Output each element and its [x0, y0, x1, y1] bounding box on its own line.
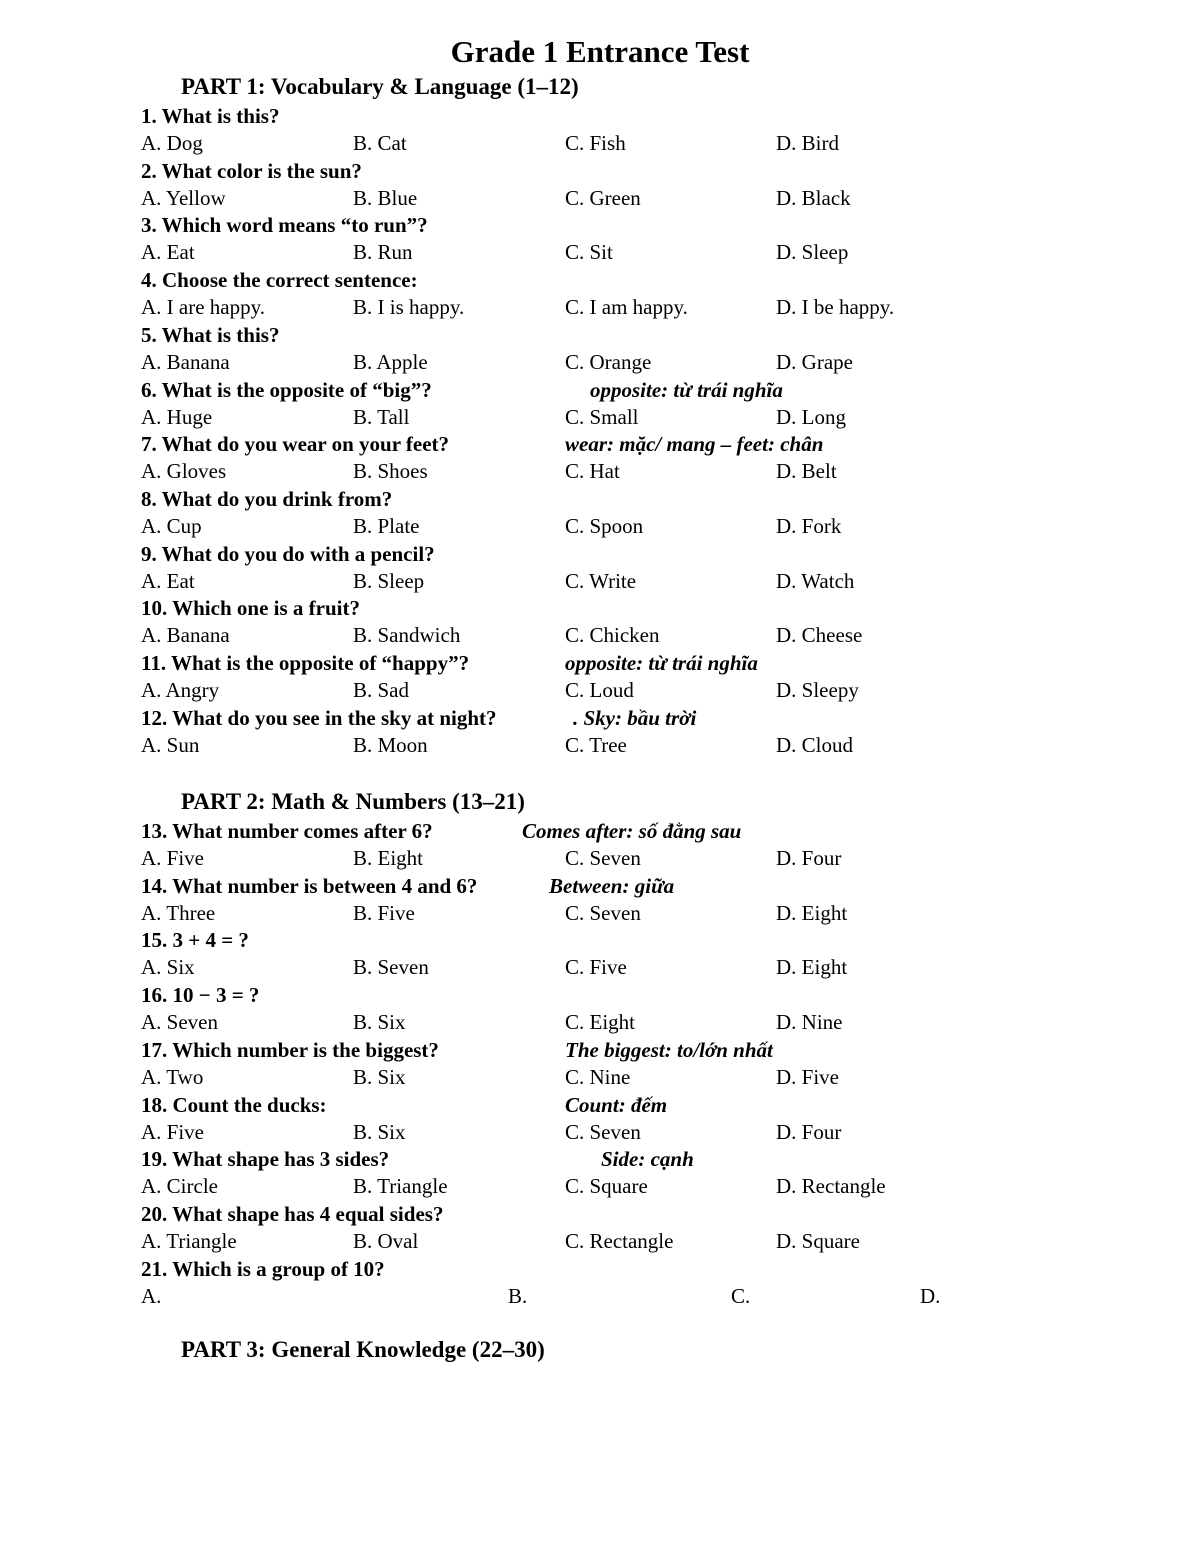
- answer-options: [0, 1228, 1200, 1255]
- vocabulary-note: Count: đếm: [565, 1092, 668, 1117]
- answer-option-a: A. Three: [141, 900, 216, 925]
- answer-option-b: B. Plate: [353, 513, 420, 538]
- answer-option-a: A. Gloves: [141, 459, 227, 484]
- answer-option-c: C. Spoon: [565, 513, 644, 538]
- vocabulary-note: opposite: từ trái nghĩa: [590, 377, 783, 402]
- answer-options: [0, 1283, 1200, 1310]
- question-row: [0, 1256, 1200, 1283]
- answer-option-c: C. Square: [565, 1174, 648, 1199]
- question-text: 12. What do you see in the sky at night?: [141, 705, 497, 730]
- answer-option-a: A. Eat: [141, 240, 195, 265]
- answer-options: [0, 404, 1200, 431]
- answer-option-d: D. Eight: [776, 900, 848, 925]
- answer-option-c: C. Chicken: [565, 623, 660, 648]
- question-row: [0, 267, 1200, 294]
- answer-option-c: C. Seven: [565, 900, 641, 925]
- question-text: 11. What is the opposite of “happy”?: [141, 651, 470, 675]
- question-row: [0, 322, 1200, 349]
- question-text: 18. Count the ducks:: [141, 1092, 327, 1117]
- answer-option-a: A. I are happy.: [141, 295, 266, 320]
- answer-option-d: D. Square: [776, 1228, 860, 1253]
- answer-option-b: B. Sad: [353, 678, 410, 702]
- answer-option-a: A. Five: [141, 846, 204, 870]
- answer-option-a: A. Banana: [141, 349, 230, 374]
- answer-options: [0, 349, 1200, 376]
- answer-option-d: D. Bird: [776, 131, 839, 155]
- answer-option-b: B. Six: [353, 1010, 406, 1035]
- part-heading: PART 3: General Knowledge (22–30): [181, 1337, 545, 1362]
- answer-options: [0, 185, 1200, 212]
- answer-option-a: A. Circle: [141, 1174, 218, 1199]
- answer-option-b: B. Eight: [353, 846, 424, 870]
- question-row: [0, 595, 1200, 622]
- answer-option-d: D. Fork: [776, 513, 842, 538]
- question-row: [0, 873, 1200, 900]
- question-row: [0, 377, 1200, 404]
- answer-option-b: B. Oval: [353, 1228, 419, 1253]
- vocabulary-note: Comes after: số đằng sau: [522, 819, 742, 843]
- answer-option-c: C. Write: [565, 568, 637, 593]
- answer-option-d: D. Sleep: [776, 240, 849, 265]
- answer-options: [0, 900, 1200, 927]
- answer-option-d: D. Rectangle: [776, 1174, 886, 1199]
- question-row: [0, 1092, 1200, 1119]
- answer-option-d: D. Five: [776, 1064, 839, 1089]
- question-row: [0, 541, 1200, 568]
- question-row: [0, 1037, 1200, 1064]
- answer-option-a: A. Eat: [141, 568, 195, 593]
- answer-option-c: C. Five: [565, 955, 627, 980]
- question-row: [0, 982, 1200, 1009]
- answer-option-b: B. Six: [353, 1119, 406, 1144]
- answer-option-d: D. Black: [776, 185, 851, 210]
- question-row: [0, 486, 1200, 513]
- answer-option-a: A. Cup: [141, 513, 202, 538]
- question-text: 15. 3 + 4 = ?: [141, 928, 249, 953]
- document-title: Grade 1 Entrance Test: [450, 34, 750, 69]
- question-text: 10. Which one is a fruit?: [141, 596, 360, 621]
- answer-option-a: A. Seven: [141, 1010, 218, 1035]
- answer-options: [0, 954, 1200, 981]
- question-text: 4. Choose the correct sentence:: [141, 268, 418, 293]
- answer-option-d: D.: [920, 1283, 941, 1308]
- answer-option-a: A. Two: [141, 1064, 204, 1089]
- answer-option-b: B. Six: [353, 1064, 406, 1089]
- answer-options: [0, 239, 1200, 266]
- answer-option-d: D. Four: [776, 846, 842, 870]
- answer-option-b: B. Blue: [353, 185, 418, 210]
- answer-option-b: B. Seven: [353, 955, 429, 980]
- question-row: [0, 927, 1200, 954]
- answer-option-d: D. Long: [776, 404, 846, 429]
- vocabulary-note: opposite: từ trái nghĩa: [565, 651, 758, 675]
- answer-options: [0, 1009, 1200, 1036]
- question-text: 16. 10 − 3 = ?: [141, 983, 260, 1008]
- answer-options: [0, 130, 1200, 157]
- question-text: 14. What number is between 4 and 6?: [141, 873, 478, 898]
- question-text: 3. Which word means “to run”?: [141, 213, 428, 238]
- answer-option-b: B. Apple: [353, 349, 428, 374]
- answer-option-d: D. Eight: [776, 955, 848, 980]
- answer-option-b: B. Tall: [353, 404, 410, 429]
- question-text: 13. What number comes after 6?: [141, 819, 433, 843]
- answer-option-a: A. Banana: [141, 623, 230, 648]
- answer-option-a: A. Five: [141, 1119, 204, 1144]
- answer-option-d: D. Nine: [776, 1010, 843, 1035]
- answer-option-b: B. Moon: [353, 732, 428, 757]
- answer-options: [0, 677, 1200, 704]
- question-text: 1. What is this?: [141, 104, 280, 128]
- question-row: [0, 818, 1200, 845]
- answer-option-c: C. Small: [565, 404, 639, 429]
- question-row: [0, 212, 1200, 239]
- answer-options: [0, 458, 1200, 485]
- answer-options: [0, 1119, 1200, 1146]
- answer-option-b: B. Run: [353, 240, 413, 265]
- answer-options: [0, 732, 1200, 759]
- answer-options: [0, 1064, 1200, 1091]
- answer-option-c: C. Rectangle: [565, 1228, 674, 1253]
- part-heading: PART 2: Math & Numbers (13–21): [181, 789, 525, 814]
- answer-option-a: A. Triangle: [141, 1228, 237, 1253]
- answer-options: [0, 622, 1200, 649]
- question-text: 19. What shape has 3 sides?: [141, 1147, 390, 1172]
- answer-option-a: A. Sun: [141, 732, 200, 757]
- question-row: [0, 650, 1200, 677]
- question-text: 17. Which number is the biggest?: [141, 1037, 439, 1062]
- answer-option-a: A. Six: [141, 955, 195, 980]
- answer-option-c: C. Hat: [565, 459, 620, 484]
- question-row: [0, 158, 1200, 185]
- vocabulary-note: wear: mặc/ mang – feet: chân: [565, 432, 824, 457]
- answer-option-b: B. Cat: [353, 131, 407, 155]
- answer-option-b: B. Shoes: [353, 459, 428, 484]
- answer-option-c: C. Fish: [565, 131, 626, 155]
- answer-option-a: A. Dog: [141, 131, 203, 155]
- answer-option-d: D. Cheese: [776, 623, 863, 648]
- question-text: 6. What is the opposite of “big”?: [141, 377, 432, 402]
- answer-option-b: B. Sandwich: [353, 623, 461, 648]
- question-row: [0, 1146, 1200, 1173]
- question-text: 2. What color is the sun?: [141, 158, 362, 183]
- answer-option-c: C. Seven: [565, 846, 641, 870]
- question-text: 21. Which is a group of 10?: [141, 1256, 385, 1281]
- answer-option-a: A. Angry: [141, 678, 220, 702]
- answer-option-d: D. Watch: [776, 568, 855, 593]
- question-text: 5. What is this?: [141, 322, 280, 347]
- question-text: 7. What do you wear on your feet?: [141, 432, 450, 457]
- answer-option-c: C. Loud: [565, 678, 634, 702]
- vocabulary-note: . Sky: bầu trời: [573, 705, 697, 730]
- answer-option-d: D. Sleepy: [776, 678, 859, 702]
- vocabulary-note: Between: giữa: [549, 873, 675, 898]
- answer-options: [0, 513, 1200, 540]
- question-text: 8. What do you drink from?: [141, 486, 393, 511]
- answer-option-b: B. I is happy.: [353, 295, 465, 320]
- answer-option-d: D. Grape: [776, 349, 853, 374]
- answer-option-c: C. I am happy.: [565, 295, 688, 320]
- answer-option-a: A.: [141, 1283, 162, 1308]
- answer-option-c: C. Sit: [565, 240, 613, 265]
- answer-option-b: B. Triangle: [353, 1174, 448, 1199]
- answer-option-c: C. Seven: [565, 1119, 641, 1144]
- answer-option-d: D. I be happy.: [776, 295, 895, 320]
- answer-option-c: C. Eight: [565, 1010, 636, 1035]
- question-row: [0, 431, 1200, 458]
- answer-option-c: C. Green: [565, 185, 641, 210]
- answer-option-c: C. Nine: [565, 1064, 631, 1089]
- answer-options: [0, 568, 1200, 595]
- answer-option-a: A. Yellow: [141, 185, 226, 210]
- answer-option-b: B.: [508, 1283, 528, 1308]
- answer-option-c: C. Orange: [565, 349, 652, 374]
- part-heading: PART 1: Vocabulary & Language (1–12): [181, 74, 579, 99]
- question-row: [0, 705, 1200, 732]
- vocabulary-note: Side: cạnh: [601, 1147, 694, 1172]
- answer-option-c: C.: [731, 1283, 751, 1308]
- answer-option-d: D. Belt: [776, 459, 837, 484]
- vocabulary-note: The biggest: to/lớn nhất: [565, 1037, 773, 1062]
- answer-options: [0, 294, 1200, 321]
- answer-option-b: B. Sleep: [353, 568, 425, 593]
- answer-option-d: D. Four: [776, 1119, 842, 1144]
- question-text: 20. What shape has 4 equal sides?: [141, 1201, 444, 1226]
- answer-option-a: A. Huge: [141, 404, 213, 429]
- answer-option-b: B. Five: [353, 900, 415, 925]
- question-row: [0, 103, 1200, 130]
- answer-options: [0, 1173, 1200, 1200]
- question-text: 9. What do you do with a pencil?: [141, 541, 435, 566]
- question-row: [0, 1201, 1200, 1228]
- answer-option-c: C. Tree: [565, 732, 627, 757]
- answer-options: [0, 845, 1200, 872]
- answer-option-d: D. Cloud: [776, 732, 854, 757]
